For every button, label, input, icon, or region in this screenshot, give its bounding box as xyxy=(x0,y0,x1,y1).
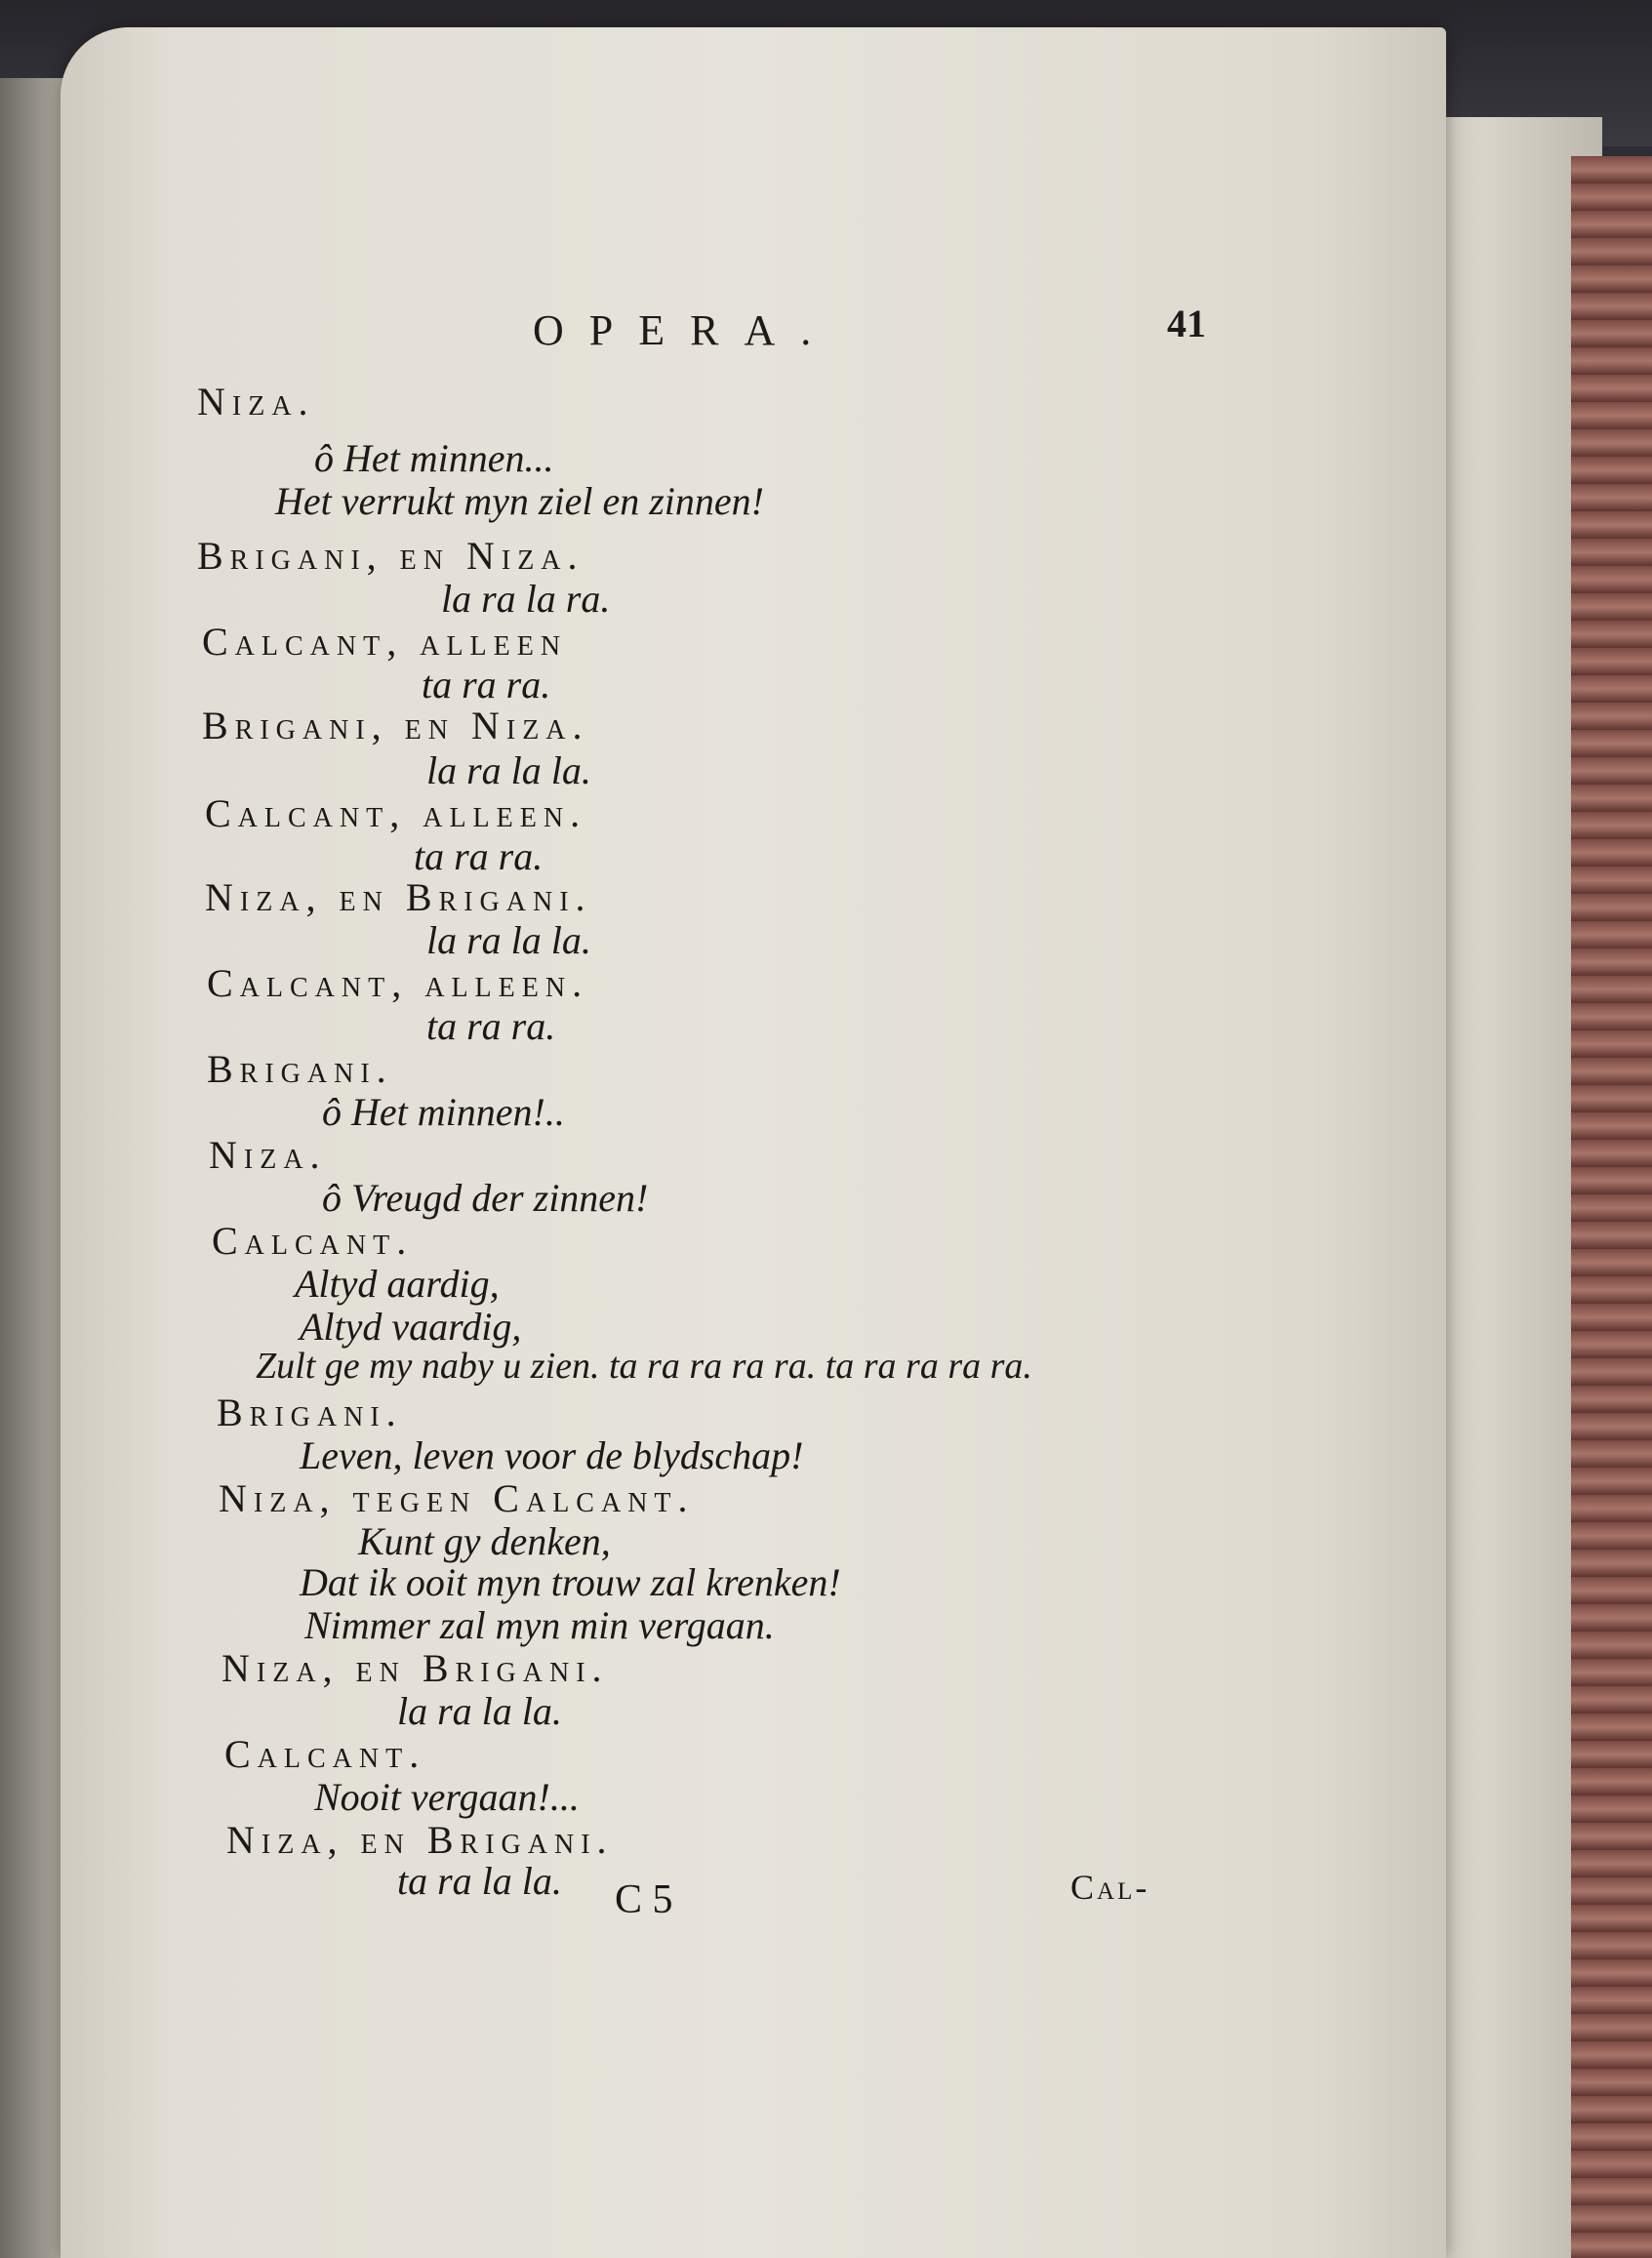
verse-line: la ra la la. xyxy=(426,748,591,792)
verse-line: ta ra ra. xyxy=(422,663,551,706)
verse-line: ta ra ra. xyxy=(414,834,544,878)
catchword: Cal- xyxy=(1070,1868,1150,1907)
verse-line: ô Het minnen!.. xyxy=(322,1090,565,1134)
page-number: 41 xyxy=(1167,302,1206,345)
speaker-line: Brigani. xyxy=(217,1391,403,1434)
verse-line: Nooit vergaan!... xyxy=(314,1775,580,1819)
speaker-line: Niza. xyxy=(209,1133,327,1177)
verse-line: ta ra la la. xyxy=(397,1859,562,1903)
speaker-line: Brigani. xyxy=(207,1047,393,1091)
running-head: OPERA. xyxy=(533,306,837,354)
verse-line: la ra la la. xyxy=(397,1689,562,1733)
verse-line: la ra la ra. xyxy=(441,577,611,621)
speaker-line: Calcant, alleen xyxy=(202,620,568,664)
speaker-line: Calcant. xyxy=(212,1219,414,1263)
speaker-line: Calcant. xyxy=(224,1732,426,1776)
signature-mark: C 5 xyxy=(615,1877,673,1922)
verse-line: ta ra ra. xyxy=(426,1004,556,1048)
speaker-line: Niza, en Brigani. xyxy=(226,1818,614,1862)
verse-line: ô Het minnen... xyxy=(314,436,554,480)
verse-line: ô Vreugd der zinnen! xyxy=(322,1176,649,1220)
verse-line: Zult ge my naby u zien. ta ra ra ra ra. ta ra ra ra ra. xyxy=(256,1346,1032,1387)
speaker-line: Niza, tegen Calcant. xyxy=(219,1476,695,1520)
speaker-line: Brigani, en Niza. xyxy=(197,534,584,578)
speaker-line: Niza, en Brigani. xyxy=(222,1646,609,1690)
verse-line: Kunt gy denken, xyxy=(358,1519,611,1563)
verse-line: Altyd aardig, xyxy=(295,1262,500,1306)
speaker-line: Niza, en Brigani. xyxy=(205,875,592,919)
speaker-line: Niza. xyxy=(197,380,315,423)
verse-line: Leven, leven voor de blydschap! xyxy=(300,1433,804,1477)
book-page xyxy=(60,27,1446,2258)
speaker-line: Calcant, alleen. xyxy=(205,791,587,835)
verse-line: la ra la la. xyxy=(426,918,591,962)
verse-line: Dat ik ooit myn trouw zal krenken! xyxy=(300,1560,841,1604)
verse-line: Het verrukt myn ziel en zinnen! xyxy=(275,479,764,523)
verse-line: Nimmer zal myn min vergaan. xyxy=(304,1603,775,1647)
marbled-cover-edge xyxy=(1571,156,1652,2258)
speaker-line: Brigani, en Niza. xyxy=(202,704,589,747)
verse-line: Altyd vaardig, xyxy=(300,1305,522,1349)
speaker-line: Calcant, alleen. xyxy=(207,961,589,1005)
